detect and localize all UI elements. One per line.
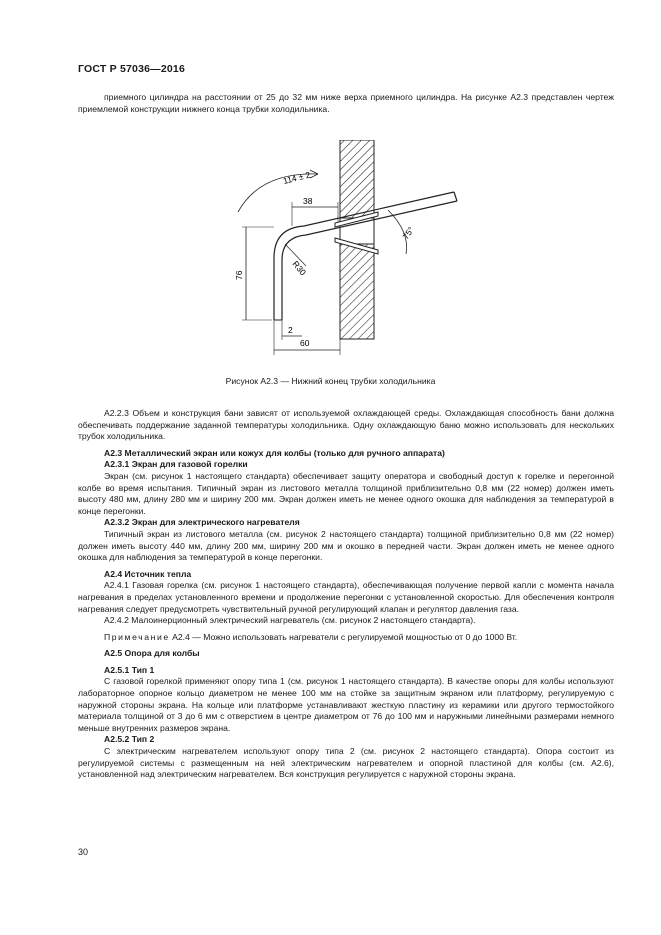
heading-a232: А2.3.2 Экран для электрического нагревателя xyxy=(104,517,300,528)
heading-a24: А2.4 Источник тепла xyxy=(104,568,192,579)
note-label: Примечание xyxy=(104,631,170,642)
page-number: 30 xyxy=(78,847,89,857)
para-a241: А2.4.1 Газовая горелка (см. рисунок 1 настоящего стандарта), обеспечивающая получение первой капли с момента начала нагревания в пределах установленного времени и продолжение перегонки с установленной скоростью. Для обеспечения контроля нагревания следует предусмотреть чувствительный ручной регулирующий клапан и регулятор давления газа. xyxy=(78,580,614,614)
dim-2-label: 2 xyxy=(288,325,293,335)
body-text xyxy=(78,408,614,781)
intro-paragraph: приемного цилиндра на расстоянии от 25 до 32 мм ниже верха приемного цилиндра. На рисунке А2.3 представлен чертеж приемлемой конструкции нижнего конца трубки холодильника. xyxy=(78,92,614,114)
figure-caption: Рисунок А2.3 — Нижний конец трубки холодильника xyxy=(225,376,436,386)
note-text: А2.4 — Можно использовать нагреватели с регулируемой мощностью от 0 до 1000 Вт. xyxy=(172,631,518,642)
dim-60-label: 60 xyxy=(300,338,310,348)
heading-a231: А2.3.1 Экран для газовой горелки xyxy=(104,459,248,470)
note-a24 xyxy=(78,632,614,644)
dim-114-label: 114 ± 2 xyxy=(282,169,312,186)
para-a232: Типичный экран из листового металла (см. рисунок 2 настоящего стандарта) толщиной приблизительно 0,8 мм (22 номер) должен иметь высоту 440 мм, длину 200 мм, ширину 200 мм и окошко в передней части. Экран должен иметь не менее одного окошка для наблюдения за температурой в конце перегонки. xyxy=(78,528,614,563)
para-a223: А2.2.3 Объем и конструкция бани зависят от используемой охлаждающей среды. Охлаждающая способность бани должна обеспечивать поддержание заданной температуры холодильника. Одну охлаждающую баню можно использовать для нескольких трубок холодильника. xyxy=(78,408,614,442)
standard-header: ГОСТ Р 57036—2016 xyxy=(78,63,186,75)
dim-76-label: 76 xyxy=(234,270,244,280)
dim-radius-label: R30 xyxy=(290,258,309,278)
para-a242: А2.4.2 Малоинерционный электрический нагреватель (см. рисунок 2 настоящего стандарта). xyxy=(104,615,476,626)
heading-a25: А2.5 Опора для колбы xyxy=(104,648,200,659)
wall-upper xyxy=(340,140,374,218)
wall-lower xyxy=(340,244,374,339)
para-a231: Экран (см. рисунок 1 настоящего стандарта) обеспечивает защиту оператора и свободный доступ к горелке и перегонной колбе во время испытания. Типичный экран из листового металла толщиной приблизительно 0,8 мм (22 номер) должен иметь высоту 480 мм, длину 280 мм и ширину 200 мм. Экран должен иметь не менее одного окошка для наблюдения за температурой в конце перегонки. xyxy=(78,470,614,516)
intro-block xyxy=(78,92,614,115)
heading-a251: А2.5.1 Тип 1 xyxy=(104,664,155,675)
heading-a23: А2.3 Металлический экран или кожух для колбы (только для ручного аппарата) xyxy=(104,447,445,458)
condenser-tube-drawing xyxy=(200,140,500,360)
dim-38-label: 38 xyxy=(303,196,313,206)
dim-angle-label: 75° xyxy=(400,224,417,242)
para-a251: С газовой горелкой применяют опору типа 1 (см. рисунок 1 настоящего стандарта). В качестве опоры для колбы используют лабораторное опорное кольцо диаметром не менее 100 мм на стойке за защитным экраном или платформу, регулируемую с наружной стороны экрана. На кольце или платформе устанавливают жесткую пластину из керамики или другого термостойкого материала толщиной от 3 до 6 мм с отверстием в центре диаметром от 76 до 100 мм и наружными линейными размерами немного меньше внутренних размеров экрана. xyxy=(78,676,614,733)
heading-a252: А2.5.2 Тип 2 xyxy=(104,734,155,745)
figure-condenser-tube xyxy=(200,140,500,360)
para-a252: С электрическим нагревателем используют опору типа 2 (см. рисунок 2 настоящего стандарта). Опора состоит из регулируемой системы с размещенным на ней электрическим нагревателем и опорной пластиной для колбы (см. А2.6), установленной над электрическим нагревателем. Вся конструкция регулируется с наружной стороны экрана. xyxy=(78,746,614,780)
